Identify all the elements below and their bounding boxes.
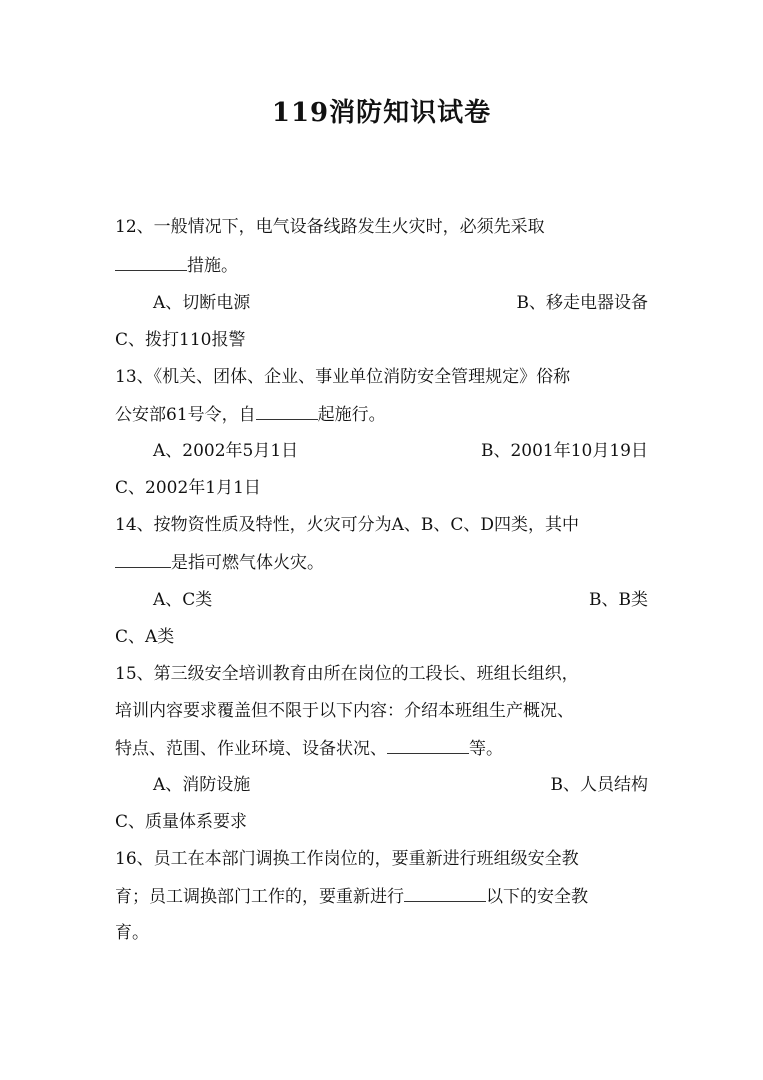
- question-16-text: 16、员工在本部门调换工作岗位的，要重新进行班组级安全教: [115, 849, 579, 869]
- answer-blank: [115, 254, 187, 271]
- option-a: A、消防设施: [153, 775, 251, 795]
- question-12-text: 12、一般情况下，电气设备线路发生火灾时，必须先采取: [115, 217, 545, 237]
- question-16-text-cont2: 育。: [115, 923, 149, 943]
- option-b: B、2001年10月19日: [480, 441, 648, 461]
- question-13-prefix: 公安部61号令，自: [115, 405, 256, 425]
- question-13-text: 13、《机关、团体、企业、事业单位消防安全管理规定》俗称: [115, 367, 571, 387]
- question-13-suffix: 起施行。: [317, 405, 386, 425]
- question-13-text-cont: [115, 403, 648, 426]
- question-15-suffix: 等。: [469, 739, 503, 759]
- question-12-options-ab: [115, 292, 648, 314]
- question-14-options-ab: [115, 589, 648, 611]
- option-c: C、拨打110报警: [115, 330, 246, 350]
- question-16-prefix: 育；员工调换部门工作的，要重新进行: [115, 887, 404, 907]
- answer-blank: [115, 551, 171, 568]
- option-a: A、C类: [153, 590, 213, 610]
- page-title: 119消防知识试卷: [271, 98, 492, 128]
- option-c: C、质量体系要求: [115, 812, 248, 832]
- question-15-text-cont2: [115, 737, 648, 760]
- question-12-text-cont: [115, 254, 648, 277]
- option-c: C、A类: [115, 627, 175, 647]
- option-b: B、移走电器设备: [516, 293, 648, 313]
- question-13-options-ab: [115, 440, 648, 462]
- question-15-text: 15、第三级安全培训教育由所在岗位的工段长、班组长组织，: [115, 664, 579, 684]
- question-15-options-ab: [115, 774, 648, 796]
- question-14-text: 14、按物资性质及特性，火灾可分为A、B、C、D四类，其中: [115, 515, 580, 535]
- answer-blank: [404, 885, 486, 902]
- option-a: A、切断电源: [153, 293, 251, 313]
- question-16-suffix: 以下的安全教: [486, 887, 588, 907]
- question-15-prefix: 特点、范围、作业环境、设备状况、: [115, 739, 387, 759]
- option-c: C、2002年1月1日: [115, 478, 261, 498]
- question-16-text-cont: [115, 885, 648, 908]
- option-b: B、人员结构: [550, 775, 648, 795]
- question-14-text-cont: [115, 551, 648, 574]
- question-12-suffix: 措施。: [187, 256, 238, 276]
- answer-blank: [387, 737, 469, 754]
- option-b: B、B类: [589, 590, 648, 610]
- answer-blank: [256, 403, 318, 420]
- question-15-text-cont: 培训内容要求覆盖但不限于以下内容：介绍本班组生产概况、: [115, 701, 574, 721]
- question-14-suffix: 是指可燃气体火灾。: [171, 553, 324, 573]
- option-a: A、2002年5月1日: [153, 441, 299, 461]
